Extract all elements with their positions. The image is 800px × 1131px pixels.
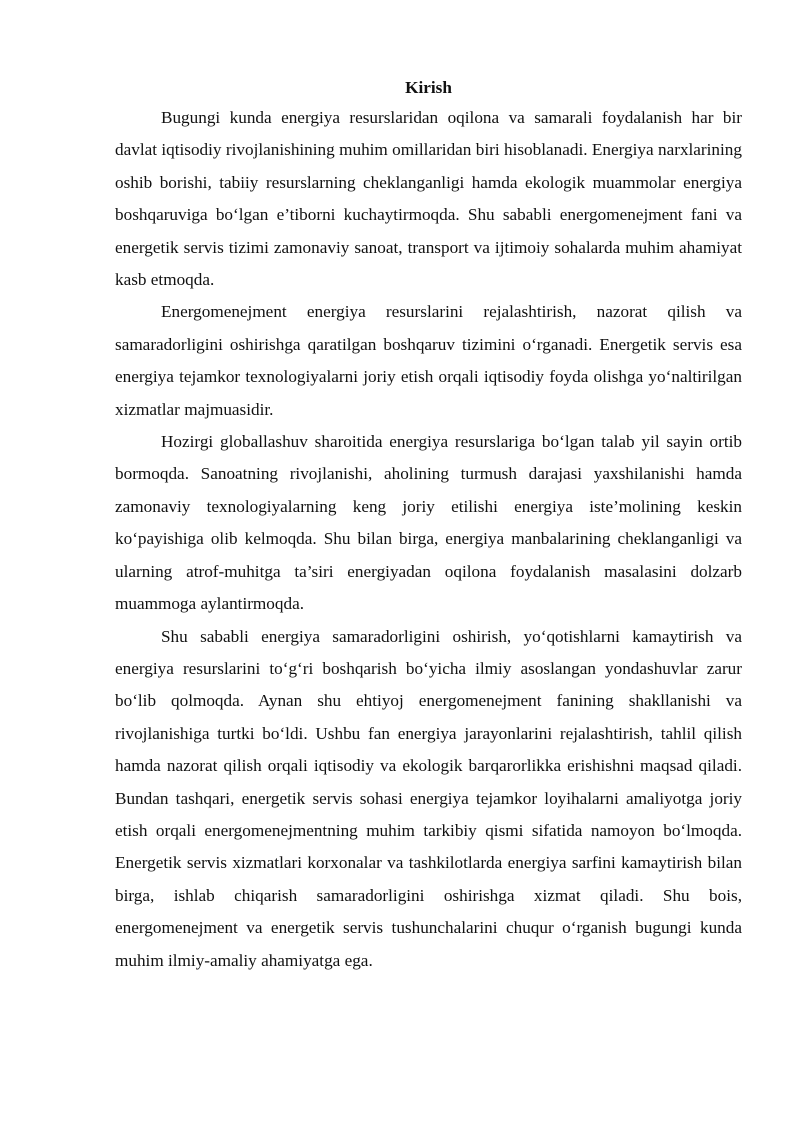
- document-body: [115, 76, 742, 977]
- paragraph-4: Shu sababli energiya samaradorligini oshirish, yo‘qotishlarni kamaytirish va energiya resurslarini to‘g‘ri boshqarish bo‘yicha ilmiy asoslangan yondashuvlar zarur bo‘lib qolmoqda. Aynan shu ehtiyoj energomenejment fanining shakllanishi va rivojlanishiga turtki bo‘ldi. Ushbu fan energiya jarayonlarini rejalashtirish, tahlil qilish hamda nazorat qilish orqali iqtisodiy va ekologik barqarorlikka erishishni maqsad qiladi. Bundan tashqari, energetik servis sohasi energiya tejamkor loyihalarni amaliyotga joriy etish orqali energomenejmentning muhim tarkibiy qismi sifatida namoyon bo‘lmoqda. Energetik servis xizmatlari korxonalar va tashkilotlarda energiya sarfini kamaytirish bilan birga, ishlab chiqarish samaradorligini oshirishga xizmat qiladi. Shu bois, energomenejment va energetik servis tushunchalarini chuqur o‘rganish bugungi kunda muhim ilmiy-amaliy ahamiyatga ega.: [115, 626, 742, 970]
- page-title: Kirish: [405, 78, 452, 97]
- paragraph-2: Energomenejment energiya resurslarini rejalashtirish, nazorat qilish va samaradorligini oshirishga qaratilgan boshqaruv tizimini o‘rganadi. Energetik servis esa energiya tejamkor texnologiyalarni joriy etish orqali iqtisodiy foyda olishga yo‘naltirilgan xizmatlar majmuasidir.: [115, 302, 742, 419]
- paragraph-1: Bugungi kunda energiya resurslaridan oqilona va samarali foydalanish har bir davlat iqtisodiy rivojlanishining muhim omillaridan biri hisoblanadi. Energiya narxlarining oshib borishi, tabiiy resurslarning cheklanganligi hamda ekologik muammolar energiya boshqaruviga bo‘lgan e’tiborni kuchaytirmoqda. Shu sababli energomenejment fani va energetik servis tizimi zamonaviy sanoat, transport va ijtimoiy sohalarda muhim ahamiyat kasb etmoqda.: [115, 108, 742, 290]
- paragraph-3: Hozirgi globallashuv sharoitida energiya resurslariga bo‘lgan talab yil sayin ortib bormoqda. Sanoatning rivojlanishi, aholining turmush darajasi yaxshilanishi hamda zamonaviy texnologiyalarning keng joriy etilishi energiya iste’molining keskin ko‘payishiga olib kelmoqda. Shu bilan birga, energiya manbalarining cheklanganligi va ularning atrof-muhitga ta’siri energiyadan oqilona foydalanish masalasini dolzarb muammoga aylantirmoqda.: [115, 432, 742, 614]
